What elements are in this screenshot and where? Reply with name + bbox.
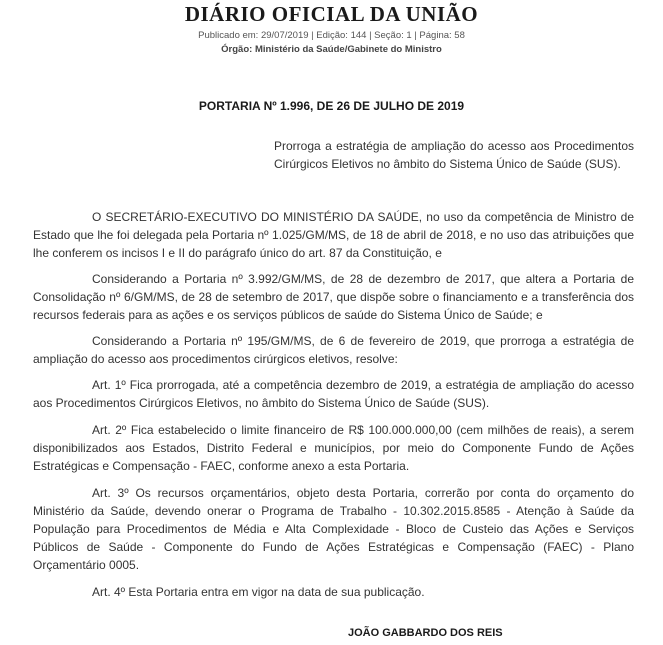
orgao-label: Órgão: (221, 44, 253, 55)
orgao-line (0, 44, 663, 55)
article-3: Art. 3º Os recursos orçamentários, objeto desta Portaria, correrão por conta do orçamento do Ministério da Saúde, devendo onerar o Programa de Trabalho - 10.302.2015.8585 - Atenção à Saúde da População para Procedimentos de Média e Alta Complexidade - Bloco de Custeio das Ações e Serviços Públicos de Saúde - Componente do Fundo de Ações Estratégicas e Compensação (FAEC) - Plano Orçamentário 0005. (33, 486, 634, 572)
document-body (33, 208, 634, 610)
document-title: PORTARIA Nº 1.996, DE 26 DE JULHO DE 2019 (198, 99, 465, 113)
preamble-paragraph: O SECRETÁRIO-EXECUTIVO DO MINISTÉRIO DA SAÚDE, no uso da competência de Ministro de Estado que lhe foi delegada pela Portaria nº 1.025/GM/MS, de 18 de abril de 2018, e no uso das atribuições que lhe conferem os incisos I e II do parágrafo único do art. 87 da Constituição, e (33, 210, 634, 260)
article-2: Art. 2º Fica estabelecido o limite financeiro de R$ 100.000.000,00 (cem milhões de reais), a serem disponibilizados aos Estados, Distrito Federal e municípios, por meio do Componente Fundo de Ações Estratégicas e Compensação - FAEC, conforme anexo a esta Portaria. (33, 423, 634, 473)
article-1: Art. 1º Fica prorrogada, até a competência dezembro de 2019, a estratégia de ampliação do acesso aos Procedimentos Cirúrgicos Eletivos, no âmbito do Sistema Único de Saúde (SUS). (33, 378, 634, 410)
considerando-paragraph-1: Considerando a Portaria nº 3.992/GM/MS, de 28 de dezembro de 2017, que altera a Portaria de Consolidação nº 6/GM/MS, de 28 de setembro de 2017, que dispõe sobre o financiamento e a transferência dos recursos federais para as ações e os serviços públicos de saúde do Sistema Único de Saúde; e (33, 272, 634, 322)
considerando-paragraph-2: Considerando a Portaria nº 195/GM/MS, de 6 de fevereiro de 2019, que prorroga a estratégia de ampliação do acesso aos procedimentos cirúrgicos eletivos, resolve: (33, 334, 634, 366)
orgao-value: Ministério da Saúde/Gabinete do Ministro (254, 44, 442, 55)
ementa: Prorroga a estratégia de ampliação do acesso aos Procedimentos Cirúrgicos Eletivos no âmbito do Sistema Único de Saúde (SUS). (274, 139, 634, 171)
signature: JOÃO GABBARDO DOS REIS (348, 627, 503, 639)
article-4: Art. 4º Esta Portaria entra em vigor na data de sua publicação. (92, 585, 425, 599)
publication-info: Publicado em: 29/07/2019 | Edição: 144 | Seção: 1 | Página: 58 (198, 30, 465, 41)
masthead-title: DIÁRIO OFICIAL DA UNIÃO (184, 2, 479, 26)
